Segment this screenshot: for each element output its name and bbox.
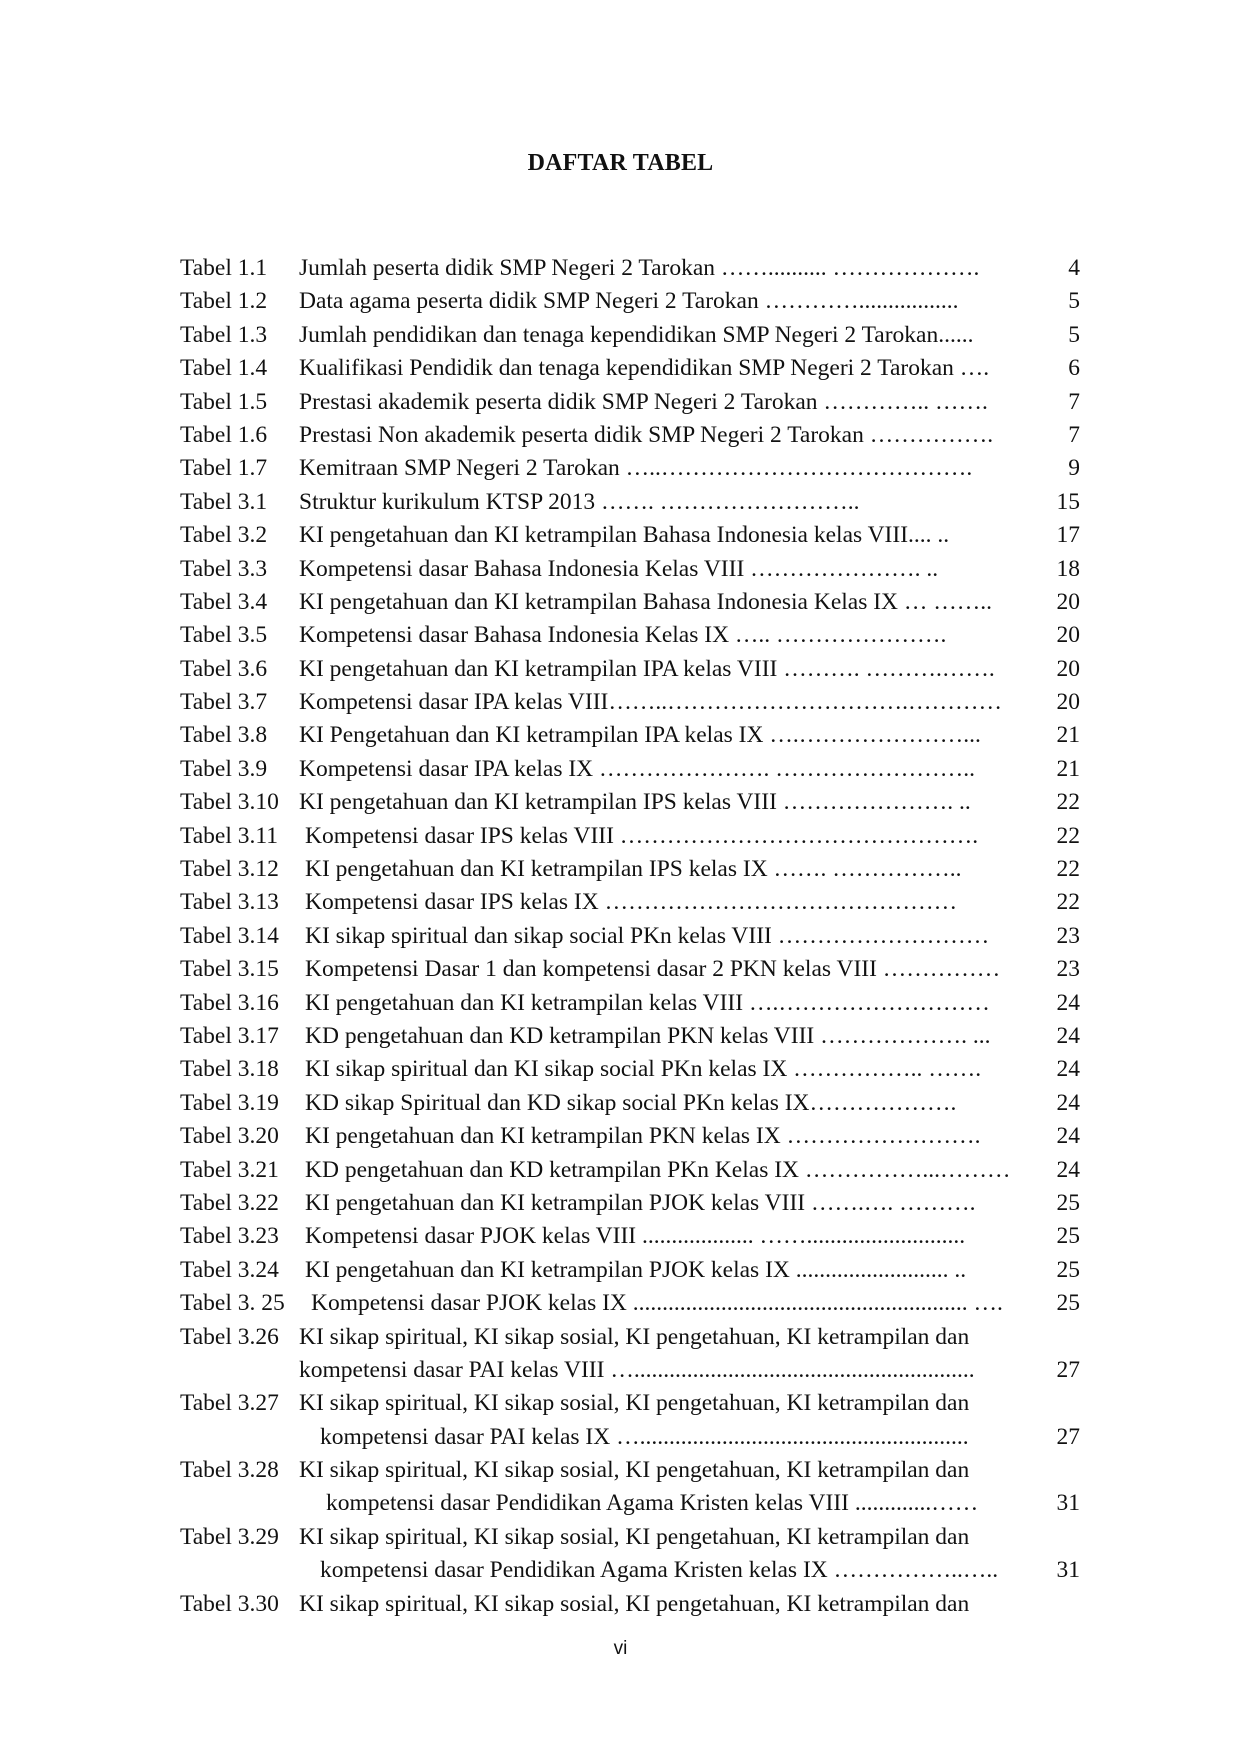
- toc-entry-number: Tabel 3.10: [180, 789, 279, 816]
- toc-entry-title: KD sikap Spiritual dan KD sikap social PKn kelas IX……………….: [305, 1089, 957, 1116]
- toc-entry-number: Tabel 3.12: [180, 856, 279, 883]
- toc-entry-title-line2: kompetensi dasar PAI kelas IX …........................................................: [320, 1423, 969, 1450]
- toc-entry-number: Tabel 1.7: [180, 455, 268, 482]
- toc-entry-number: Tabel 3.13: [180, 889, 279, 916]
- toc-entry-title: KI sikap spiritual, KI sikap sosial, KI pengetahuan, KI ketrampilan dan: [299, 1323, 970, 1350]
- toc-entry-number: Tabel 3.16: [180, 989, 279, 1016]
- toc-entry-number: Tabel 3.24: [180, 1256, 279, 1283]
- toc-entry: [180, 1321, 1080, 1354]
- page-number: vi: [613, 1638, 628, 1659]
- toc-entry-title: KI sikap spiritual, KI sikap sosial, KI pengetahuan, KI ketrampilan dan: [299, 1457, 970, 1484]
- toc-entry-page: 5: [1068, 321, 1080, 348]
- toc-entry-title: KI pengetahuan dan KI ketrampilan PJOK kelas VIII …….…. ……….: [305, 1189, 976, 1216]
- toc-entry: [180, 853, 1080, 886]
- toc-entry-continuation: [180, 1487, 1080, 1520]
- toc-entry-title: Kompetensi dasar PJOK kelas IX ......................................................... ….: [311, 1290, 1003, 1317]
- toc-entry: [180, 1254, 1080, 1287]
- toc-entry-title: Kompetensi dasar IPS kelas IX ………………………………………: [305, 889, 958, 916]
- toc-entry-page: 17: [1056, 522, 1080, 549]
- toc-entry: [180, 619, 1080, 652]
- toc-entry-page: 7: [1068, 388, 1080, 415]
- toc-entry-number: Tabel 3.5: [180, 622, 268, 649]
- toc-entry-title: KD pengetahuan dan KD ketrampilan PKN kelas VIII ………………. ...: [305, 1022, 991, 1049]
- toc-entry-number: Tabel 3. 25: [180, 1290, 285, 1317]
- toc-entry-title: KI sikap spiritual dan sikap social PKn kelas VIII ………………………: [305, 922, 990, 949]
- toc-entry: [180, 352, 1080, 385]
- toc-entry-number: Tabel 3.30: [180, 1590, 279, 1617]
- toc-entry: [180, 252, 1080, 285]
- toc-entry-number: Tabel 3.28: [180, 1457, 279, 1484]
- toc-entry: [180, 686, 1080, 719]
- toc-entry-page: 24: [1056, 989, 1080, 1016]
- toc-entry-page: 15: [1056, 488, 1080, 515]
- toc-entry: [180, 753, 1080, 786]
- toc-entry-title: Prestasi akademik peserta didik SMP Negeri 2 Tarokan ………….. …….: [299, 388, 988, 415]
- toc-entry: [180, 920, 1080, 953]
- toc-entry-page: 18: [1056, 555, 1080, 582]
- toc-entry-page: 23: [1056, 956, 1080, 983]
- toc-entry-page: 22: [1056, 889, 1080, 916]
- toc-entry-title: Struktur kurikulum KTSP 2013 ……. ……………………..: [299, 488, 860, 515]
- toc-entry-number: Tabel 3.3: [180, 555, 268, 582]
- toc-entry-page: 9: [1068, 455, 1080, 482]
- toc-entry: [180, 319, 1080, 352]
- toc-entry-page: 24: [1056, 1022, 1080, 1049]
- toc-entry: [180, 653, 1080, 686]
- toc-entry-continuation: [180, 1421, 1080, 1454]
- toc-entry-page: 24: [1056, 1056, 1080, 1083]
- toc-entry-page: 23: [1056, 922, 1080, 949]
- toc-entry-title: Kompetensi dasar PJOK kelas VIII ................... ……...........................: [305, 1223, 966, 1250]
- toc-entry-page: 31: [1056, 1557, 1080, 1584]
- toc-entry-title: KI sikap spiritual, KI sikap sosial, KI pengetahuan, KI ketrampilan dan: [299, 1590, 970, 1617]
- toc-entry-number: Tabel 3.26: [180, 1323, 279, 1350]
- toc-entry: [180, 1187, 1080, 1220]
- toc-entry-number: Tabel 3.2: [180, 522, 268, 549]
- toc-entry: [180, 1588, 1080, 1621]
- toc-entry: [180, 386, 1080, 419]
- toc-entry-title: KI pengetahuan dan KI ketrampilan PKN kelas IX …………………….: [305, 1123, 981, 1150]
- toc-entry: [180, 519, 1080, 552]
- toc-entry: [180, 1454, 1080, 1487]
- toc-entry-title: Kompetensi dasar IPA kelas IX …………………. ……………………..: [299, 755, 976, 782]
- toc-entry-title: KI Pengetahuan dan KI ketrampilan IPA kelas IX ….…………………...: [299, 722, 981, 749]
- page-title: DAFTAR TABEL: [527, 150, 714, 176]
- toc-entry: [180, 452, 1080, 485]
- toc-entry-number: Tabel 3.20: [180, 1123, 279, 1150]
- toc-entry-number: Tabel 3.8: [180, 722, 268, 749]
- toc-entry-page: 27: [1056, 1423, 1080, 1450]
- toc-entry-number: Tabel 3.23: [180, 1223, 279, 1250]
- toc-entry-page: 25: [1056, 1189, 1080, 1216]
- toc-entry-page: 22: [1056, 822, 1080, 849]
- toc-entry-title: Jumlah pendidikan dan tenaga kependidikan SMP Negeri 2 Tarokan......: [299, 321, 974, 348]
- toc-entry: [180, 1387, 1080, 1420]
- toc-entry-title: Kompetensi dasar IPS kelas VIII ……………………………………….: [305, 822, 979, 849]
- toc-entry-title-line2: kompetensi dasar PAI kelas VIII …..........................................................: [299, 1356, 975, 1383]
- toc-entry-page: 6: [1068, 355, 1080, 382]
- toc-entry-number: Tabel 1.2: [180, 288, 268, 315]
- toc-entry: [180, 1220, 1080, 1253]
- toc-entry: [180, 987, 1080, 1020]
- toc-entry: [180, 419, 1080, 452]
- toc-entry: [180, 786, 1080, 819]
- toc-entry-page: 22: [1056, 856, 1080, 883]
- toc-entry-number: Tabel 3.14: [180, 922, 279, 949]
- toc-entry-title: KI sikap spiritual, KI sikap sosial, KI pengetahuan, KI ketrampilan dan: [299, 1390, 970, 1417]
- toc-entry-continuation: [180, 1554, 1080, 1587]
- toc-entry-page: 24: [1056, 1156, 1080, 1183]
- toc-entry: [180, 820, 1080, 853]
- toc-entry: [180, 553, 1080, 586]
- toc-entry-title: KI sikap spiritual dan KI sikap social PKn kelas IX …………….. …….: [305, 1056, 982, 1083]
- toc-entry-number: Tabel 1.6: [180, 421, 268, 448]
- toc-entry-page: 21: [1056, 722, 1080, 749]
- toc-entry: [180, 285, 1080, 318]
- toc-entry-page: 20: [1056, 588, 1080, 615]
- toc-entry-number: Tabel 3.18: [180, 1056, 279, 1083]
- toc-entry-number: Tabel 1.5: [180, 388, 268, 415]
- toc-entry-page: 22: [1056, 789, 1080, 816]
- toc-entry: [180, 586, 1080, 619]
- toc-entry: [180, 1287, 1080, 1320]
- toc-entry-page: 7: [1068, 421, 1080, 448]
- toc-entry-title: Kompetensi dasar Bahasa Indonesia Kelas IX ….. ………………….: [299, 622, 947, 649]
- toc-entry-number: Tabel 1.1: [180, 255, 268, 281]
- toc-entry-page: 21: [1056, 755, 1080, 782]
- toc-entry-number: Tabel 3.6: [180, 655, 268, 682]
- toc-entry-page: 25: [1056, 1223, 1080, 1250]
- toc-entry-number: Tabel 3.17: [180, 1022, 279, 1049]
- toc-entry-page: 20: [1056, 622, 1080, 649]
- toc-entry: [180, 719, 1080, 752]
- toc-entry-number: Tabel 3.7: [180, 689, 268, 716]
- toc-entry-title: KI pengetahuan dan KI ketrampilan IPS kelas IX ……. ……………..: [305, 856, 962, 883]
- toc-entry: [180, 1154, 1080, 1187]
- toc-entry: [180, 1020, 1080, 1053]
- toc-entry-title: Kualifikasi Pendidik dan tenaga kependidikan SMP Negeri 2 Tarokan ….: [299, 355, 990, 382]
- toc-entry-page: 20: [1056, 655, 1080, 682]
- toc-entry: [180, 886, 1080, 919]
- toc-entry-page: 31: [1056, 1490, 1080, 1517]
- toc-entry-title: KI pengetahuan dan KI ketrampilan Bahasa Indonesia kelas VIII.... ..: [299, 522, 950, 549]
- toc-entry-page: 20: [1056, 689, 1080, 716]
- toc-entry-title: Kemitraan SMP Negeri 2 Tarokan …..………………………………….: [299, 455, 973, 482]
- toc-entry-number: Tabel 3.29: [180, 1523, 279, 1550]
- toc-entry-number: Tabel 3.19: [180, 1089, 279, 1116]
- toc-entry: [180, 1053, 1080, 1086]
- toc-entry-title: Kompetensi Dasar 1 dan kompetensi dasar 2 PKN kelas VIII ……………: [305, 956, 1001, 983]
- toc-entry-title: KI pengetahuan dan KI ketrampilan IPA kelas VIII ………. ……….…….: [299, 655, 995, 682]
- toc-entry-number: Tabel 3.22: [180, 1189, 279, 1216]
- toc-entry-number: Tabel 3.15: [180, 956, 279, 983]
- toc-entry-number: Tabel 1.3: [180, 321, 268, 348]
- toc-entry: [180, 486, 1080, 519]
- toc-entry: [180, 1120, 1080, 1153]
- toc-entry-page: 5: [1068, 288, 1080, 315]
- toc-entry-title: KI sikap spiritual, KI sikap sosial, KI pengetahuan, KI ketrampilan dan: [299, 1523, 970, 1550]
- toc-entry: [180, 953, 1080, 986]
- toc-entry-number: Tabel 3.21: [180, 1156, 279, 1183]
- toc-entry-page: 25: [1056, 1290, 1080, 1317]
- toc-entry-number: Tabel 3.4: [180, 588, 268, 615]
- toc-entry-page: 27: [1056, 1356, 1080, 1383]
- toc-entry: [180, 1087, 1080, 1120]
- toc-entry-continuation: [180, 1354, 1080, 1387]
- toc-entry-title: KD pengetahuan dan KD ketrampilan PKn Kelas IX ……………...………: [305, 1156, 1011, 1183]
- toc-entry-title: KI pengetahuan dan KI ketrampilan kelas VIII ….………………………: [305, 989, 990, 1016]
- table-of-tables: [180, 252, 1080, 1621]
- toc-entry-number: Tabel 3.9: [180, 755, 268, 782]
- toc-entry-page: 25: [1056, 1256, 1080, 1283]
- toc-entry-title: KI pengetahuan dan KI ketrampilan IPS kelas VIII …………………. ..: [299, 789, 971, 816]
- toc-entry-title: Jumlah peserta didik SMP Negeri 2 Tarokan …….......... ……………….: [299, 255, 980, 281]
- toc-entry-number: Tabel 1.4: [180, 355, 268, 382]
- toc-entry-title: Kompetensi dasar IPA kelas VIII……..………………………….…………: [299, 689, 1002, 716]
- toc-entry-title: Prestasi Non akademik peserta didik SMP Negeri 2 Tarokan …………….: [299, 421, 994, 448]
- toc-entry-page: 4: [1068, 255, 1080, 281]
- toc-entry-page: 24: [1056, 1123, 1080, 1150]
- toc-entry-title: Data agama peserta didik SMP Negeri 2 Tarokan ………….................: [299, 288, 959, 315]
- toc-entry-title-line2: kompetensi dasar Pendidikan Agama Kristen kelas VIII .............……: [326, 1490, 979, 1517]
- toc-entry-title-line2: kompetensi dasar Pendidikan Agama Kristen kelas IX ……………..…..: [320, 1557, 999, 1584]
- toc-entry-title: Kompetensi dasar Bahasa Indonesia Kelas VIII …………………. ..: [299, 555, 939, 582]
- toc-entry-number: Tabel 3.11: [180, 822, 278, 849]
- toc-entry-number: Tabel 3.27: [180, 1390, 279, 1417]
- toc-entry-title: KI pengetahuan dan KI ketrampilan Bahasa Indonesia Kelas IX … ……..: [299, 588, 993, 615]
- toc-entry-page: 24: [1056, 1089, 1080, 1116]
- toc-entry-number: Tabel 3.1: [180, 488, 268, 515]
- toc-entry: [180, 1521, 1080, 1554]
- toc-entry-title: KI pengetahuan dan KI ketrampilan PJOK kelas IX .......................... ..: [305, 1256, 967, 1283]
